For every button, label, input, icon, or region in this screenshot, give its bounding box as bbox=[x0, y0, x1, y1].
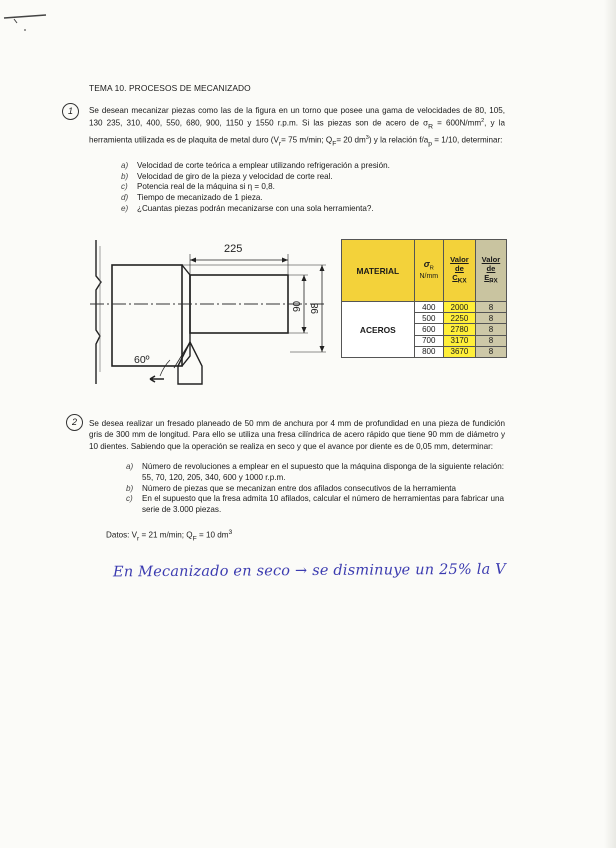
item-text: Potencia real de la máquina si η = 0,8. bbox=[137, 182, 275, 192]
epx-sub: PX bbox=[489, 277, 498, 285]
ckx-cell: 2250 bbox=[443, 313, 475, 324]
epx-symbol: E bbox=[484, 273, 490, 283]
sigma-cell: 800 bbox=[414, 346, 443, 357]
de-word: de bbox=[486, 264, 496, 274]
problem-1-items bbox=[121, 161, 390, 215]
col-header-ckx bbox=[443, 240, 475, 302]
handwritten-note: En Mecanizado en seco → se disminuye un 25% la V bbox=[112, 561, 506, 581]
problem-2-item-a bbox=[126, 462, 504, 484]
epx-cell: 8 bbox=[475, 324, 506, 335]
ckx-cell: 3670 bbox=[443, 346, 475, 357]
ckx-cell: 2000 bbox=[443, 302, 475, 313]
problem-2-item-b bbox=[126, 484, 504, 495]
epx-cell: 8 bbox=[475, 346, 506, 357]
item-marker: c) bbox=[126, 494, 133, 504]
feed-arrow-icon bbox=[150, 376, 164, 382]
problem-1-item-c bbox=[121, 182, 390, 193]
epx-cell: 8 bbox=[475, 302, 506, 313]
problem-1-item-e bbox=[121, 204, 390, 215]
epx-cell: 8 bbox=[475, 313, 506, 324]
pen-mark-icon bbox=[2, 10, 50, 34]
epx-cell: 8 bbox=[475, 335, 506, 346]
ckx-cell: 2780 bbox=[443, 324, 475, 335]
material-cell: ACEROS bbox=[342, 302, 415, 358]
problem-1-number: 1 bbox=[62, 103, 79, 120]
ckx-symbol: C bbox=[452, 273, 458, 283]
item-marker: a) bbox=[121, 161, 129, 170]
part-large-section bbox=[112, 265, 182, 366]
item-text: Tiempo de mecanizado de 1 pieza. bbox=[137, 193, 263, 203]
page-header: TEMA 10. PROCESOS DE MECANIZADO bbox=[89, 83, 251, 93]
item-marker: c) bbox=[121, 182, 128, 192]
dim-diameter-small-label: 90 bbox=[292, 300, 303, 312]
dim-length-label: 225 bbox=[224, 243, 243, 255]
problem-1-statement: Se desean mecanizar piezas como las de la figura en un torno que posee una gama de velocidades de 80, 105, 130 235, 310, 400, 550, 680, 900, 1150 y 1550 r.p.m. Si las piezas son de acero de $\sigma_R = 600N/mm^2$, y la herramienta utilizada es de plaquita de metal duro ($V_r= 75$ m/min; $Q_F= 20$ $dm^3$) y la relación $f/a_p = 1/10$, determinar: bbox=[89, 106, 505, 148]
valor-word: Valor bbox=[481, 255, 501, 265]
sigma-cell: 700 bbox=[414, 335, 443, 346]
part-drawing bbox=[90, 232, 340, 390]
problem-1-item-d bbox=[121, 193, 390, 204]
item-marker: a) bbox=[126, 462, 134, 471]
problem-2-data: Datos: $V_r = 21$ m/min; $Q_F = 10$ $dm^3$ bbox=[106, 529, 233, 543]
valor-word: Valor bbox=[450, 255, 469, 265]
col-header-material: MATERIAL bbox=[342, 240, 415, 302]
ckx-sub: KX bbox=[457, 277, 467, 285]
sigma-sub: R bbox=[429, 265, 434, 272]
scan-shadow bbox=[604, 0, 616, 848]
sigma-cell: 600 bbox=[414, 324, 443, 335]
col-header-sigma bbox=[414, 240, 443, 302]
sigma-unit: N/mm bbox=[419, 272, 439, 280]
dim-diameter-large-label: 98 bbox=[310, 302, 321, 314]
problem-2-item-c bbox=[126, 494, 504, 516]
item-marker: b) bbox=[126, 483, 134, 493]
item-marker: d) bbox=[121, 193, 129, 203]
problem-1-item-b bbox=[121, 172, 390, 183]
item-text: Velocidad de corte teórica a emplear utilizando refrigeración a presión. bbox=[137, 161, 390, 170]
problem-2-statement: Se desea realizar un fresado planeado de 50 mm de anchura por 4 mm de profundidad en una pieza de fundición gris de 300 mm de longitud. Para ello se utiliza una fresa cilíndrica de acero rápido que tiene 90 mm de diámetro y 10 dientes. Sabiendo que la operación se realiza en seco y que el avance por diente es de 0,05 mm, determinar: bbox=[89, 419, 505, 451]
item-text: En el supuesto que la fresa admita 10 afilados, calcular el número de herramientas para fabricar una serie de 3.000 piezas. bbox=[142, 494, 504, 515]
col-header-epx bbox=[475, 240, 506, 302]
item-text: Número de revoluciones a emplear en el supuesto que la máquina disponga de la siguiente relación: 55, 70, 120, 205, 340, 600 y 1000 r.p.m. bbox=[142, 462, 504, 482]
material-table bbox=[341, 239, 507, 358]
item-text: ¿Cuantas piezas podrán mecanizarse con una sola herramienta?. bbox=[137, 203, 374, 213]
item-text: Velocidad de giro de la pieza y velocidad de corte real. bbox=[137, 171, 333, 181]
item-marker: e) bbox=[121, 203, 129, 213]
problem-2-number: 2 bbox=[66, 414, 83, 431]
de-word: de bbox=[454, 264, 464, 274]
item-marker: b) bbox=[121, 171, 129, 181]
table-row bbox=[342, 302, 507, 313]
problem-1-item-a bbox=[121, 161, 390, 172]
ckx-cell: 3170 bbox=[443, 335, 475, 346]
sigma-symbol: σ bbox=[423, 259, 430, 270]
sigma-cell: 500 bbox=[414, 313, 443, 324]
problem-2-items bbox=[126, 462, 504, 516]
tool-angle-label: 60º bbox=[134, 354, 150, 366]
item-text: Número de piezas que se mecanizan entre dos afilados consecutivos de la herramienta bbox=[142, 483, 457, 493]
sigma-cell: 400 bbox=[414, 302, 443, 313]
